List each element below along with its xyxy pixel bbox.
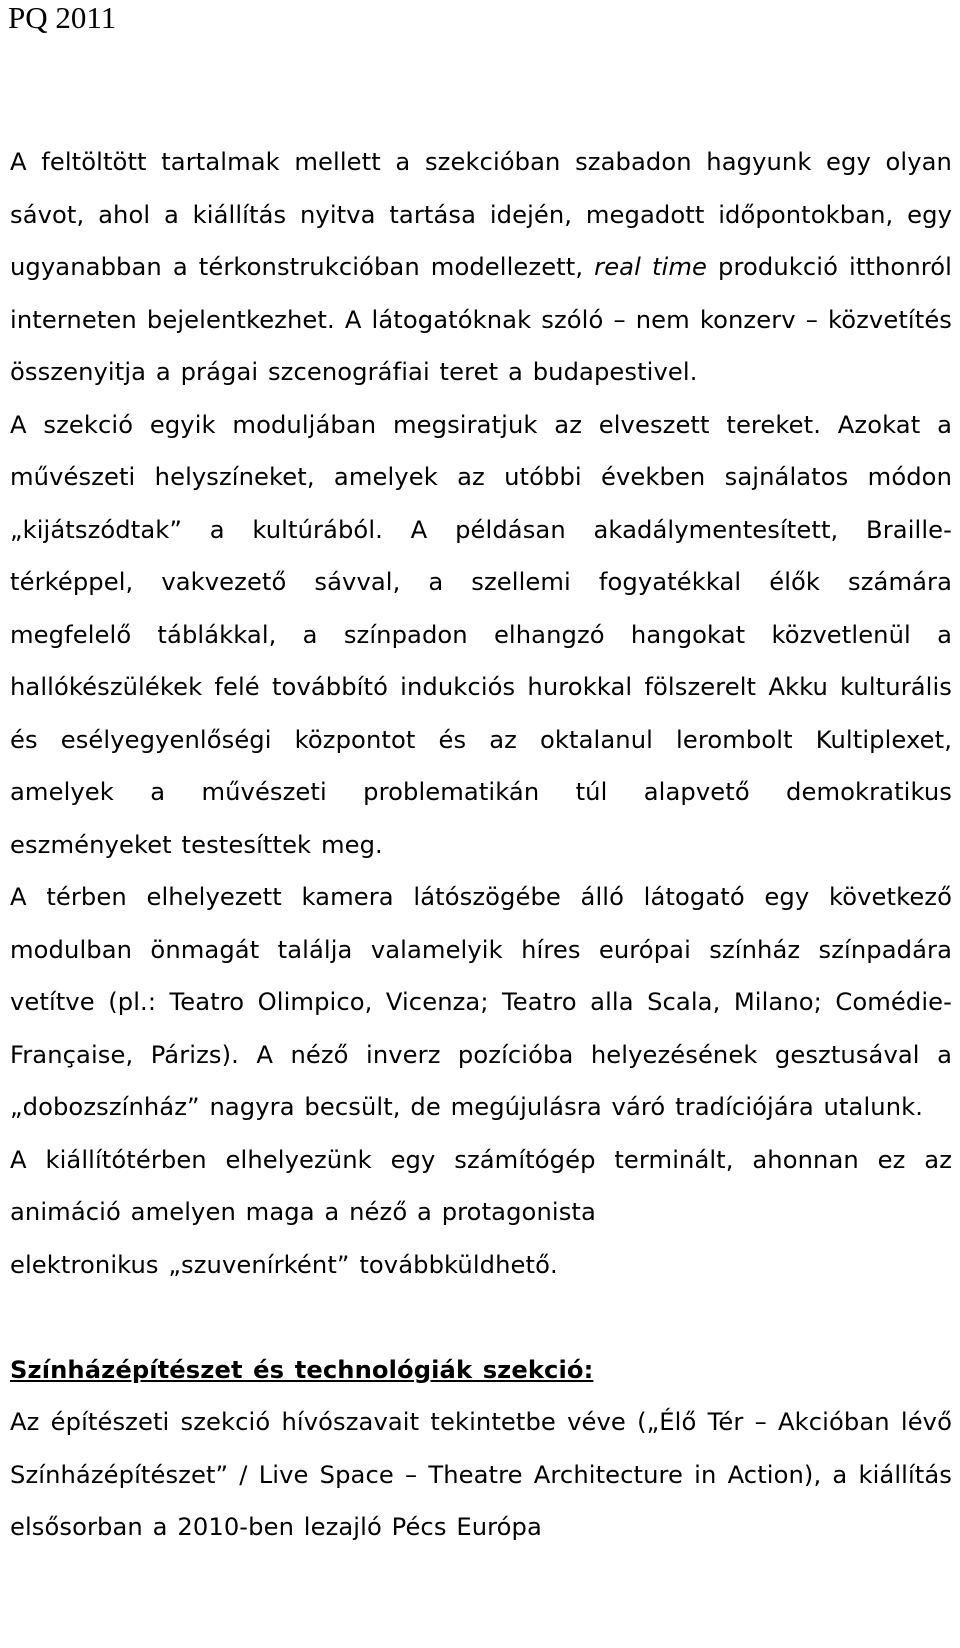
paragraph-text: produkció itthonról interneten bejelentkezhet. A látogatóknak szóló – nem konzerv – közvetítés összenyitja a prágai szcenográfiai teret a budapestivel. (10, 253, 952, 386)
paragraph-terminal (10, 1134, 952, 1292)
paragraph-camera-module: A térben elhelyezett kamera látószögébe álló látogató egy következő modulban önmagát találja valamelyik híres európai színház színpadára vetítve (pl.: Teatro Olimpico, Vicenza; Teatro alla Scala, Milano; Comédie-Française, Párizs). A néző inverz pozícióba helyezésének gesztusával a „dobozszínház” nagyra becsült, de megújulásra váró tradíciójára utalunk. (10, 883, 952, 1121)
section-heading (10, 1344, 952, 1397)
paragraph-text: elektronikus „szuvenírként” továbbküldhető. (10, 1250, 558, 1279)
section-heading-text: Színházépítészet és technológiák szekció: (10, 1355, 594, 1384)
paragraph-text: A kiállítótérben elhelyezünk egy számítógép terminált, ahonnan ez az animáció amelyen maga a néző a protagonista (10, 1145, 952, 1226)
paragraph-live-broadcast (10, 136, 952, 399)
paragraph-architecture-section: Az építészeti szekció hívószavait tekintetbe véve („Élő Tér – Akcióban lévő Színházépítészet” / Live Space – Theatre Architecture in Action), a kiállítás elsősorban a 2010-ben lezajló Pécs Európa (10, 1408, 952, 1541)
page-header: PQ 2011 (8, 0, 117, 35)
italic-term: real time (594, 253, 707, 281)
paragraph-lost-spaces: A szekció egyik moduljában megsiratjuk az elveszett tereket. Azokat a művészeti helyszíneket, amelyek az utóbbi években sajnálatos módon „kijátszódtak” a kultúrából. A példásan akadálymentesített, Braille-térképpel, vakvezető sávval, a szellemi fogyatékkal élők számára megfelelő táblákkal, a színpadon elhangzó hangokat közvetlenül a hallókészülékek felé továbbító indukciós hurokkal fölszerelt Akku kulturális és esélyegyenlőségi központot és az oktalanul lerombolt Kultiplexet, amelyek a művészeti problematikán túl alapvető demokratikus eszményeket testesíttek meg. (10, 410, 952, 859)
paragraph-text: A feltöltött tartalmak mellett a szekcióban szabadon hagyunk egy olyan sávot, ahol a kiállítás nyitva tartása idején, megadott időpontokban, egy ugyanabban a térkonstrukcióban modellezett, (10, 148, 952, 281)
document-body (10, 136, 952, 1554)
